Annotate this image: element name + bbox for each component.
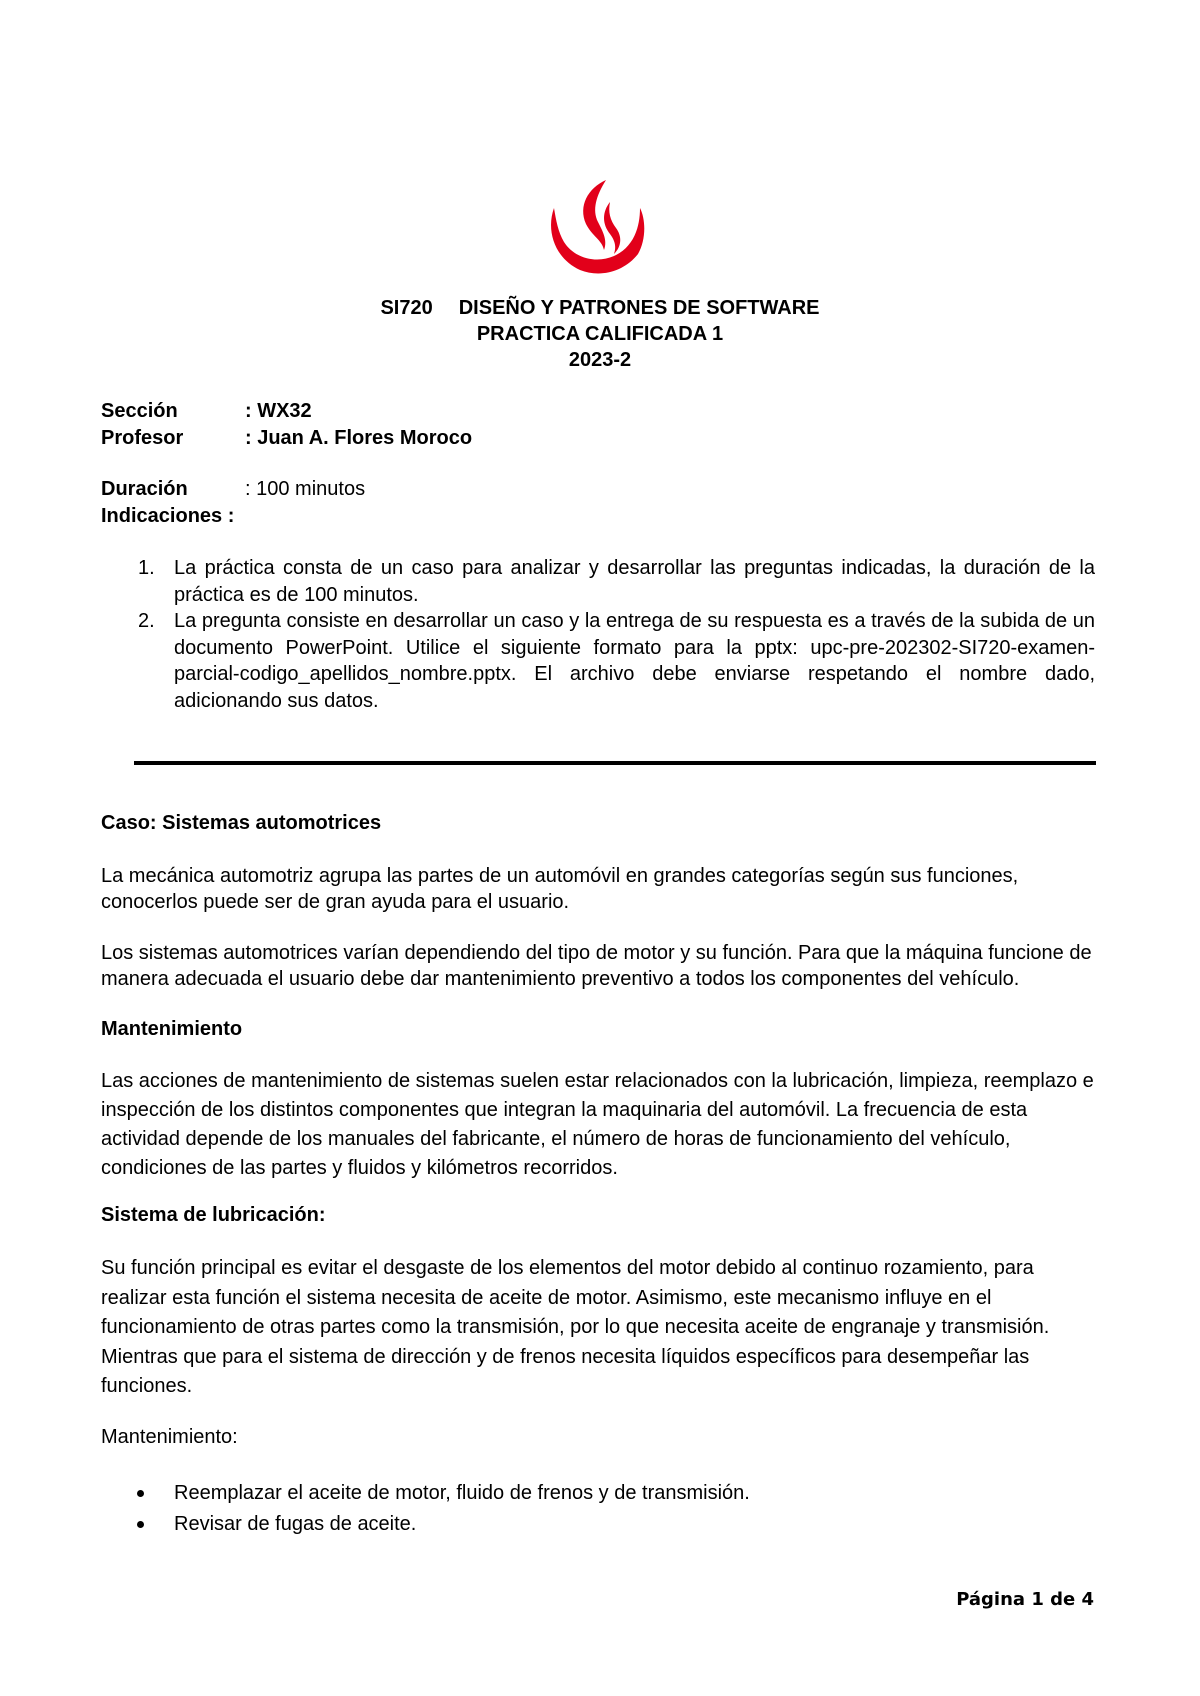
list-number: 1. [138,557,155,579]
professor-value: : Juan A. Flores Moroco [245,427,473,449]
professor-row [101,425,472,452]
page-number: Página 1 de 4 [956,1589,1094,1610]
list-item [138,555,1095,608]
maintenance-bullets [101,1478,1095,1540]
indications-list [101,555,1095,714]
exam-title: PRACTICA CALIFICADA 1 [476,323,724,345]
duration-label: Duración [101,478,188,500]
upc-flame-logo [544,178,648,276]
course-code: SI720 [380,297,433,319]
list-number: 2. [138,610,155,632]
list-text: La práctica consta de un caso para analizar y desarrollar las preguntas indicadas, la duración de la práctica es de 100 minutos. [174,557,1095,606]
indications-row [101,503,472,530]
bullet-text: Reemplazar el aceite de motor, fluido de frenos y de transmisión. [174,1481,750,1504]
case-body [101,810,1095,1540]
lubrication-heading: Sistema de lubricación: [101,1204,326,1226]
exam-metadata [101,398,472,530]
list-item [174,1509,1095,1540]
indications-label: Indicaciones : [101,505,235,527]
list-item [174,1478,1095,1509]
horizontal-divider [134,761,1096,765]
course-name: DISEÑO Y PATRONES DE SOFTWARE [458,297,820,319]
maintenance-paragraph: Las acciones de mantenimiento de sistemas suelen estar relacionados con la lubricación, limpieza, reemplazo e inspección de los distintos componentes que integran la maquinaria del automóvil. La frecuencia de esta actividad depende de los manuales del fabricante, el número de horas de funcionamiento del vehículo, condiciones de las partes y fluidos y kilómetros recorridos. [101,1070,1094,1179]
exam-period: 2023-2 [568,349,632,371]
bullet-icon [137,1490,144,1497]
section-value: : WX32 [245,400,312,422]
lubrication-paragraph: Su función principal es evitar el desgaste de los elementos del motor debido al continuo rozamiento, para realizar esta función el sistema necesita de aceite de motor. Asimismo, este mecanismo influye en el funcionamiento de otras partes como la transmisión, por lo que necesita aceite de engranaje y transmisión. Mientras que para el sistema de dirección y de frenos necesita líquidos específicos para desempeñar las funciones. [101,1257,1050,1397]
case-title: Caso: Sistemas automotrices [101,812,382,834]
bullet-icon [137,1521,144,1528]
course-line [0,295,1200,321]
case-paragraph: Los sistemas automotrices varían dependiendo del tipo de motor y su función. Para que la máquina funcione de manera adecuada el usuario debe dar mantenimiento preventivo a todos los componentes del vehículo. [101,942,1092,990]
maintenance-heading: Mantenimiento [101,1018,243,1040]
case-paragraph: La mecánica automotriz agrupa las partes de un automóvil en grandes categorías según sus funciones, conocerlos puede ser de gran ayuda para el usuario. [101,865,1019,913]
duration-value: : 100 minutos [245,478,366,500]
list-text: La pregunta consiste en desarrollar un caso y la entrega de su respuesta es a través de la subida de un documento PowerPoint. Utilice el siguiente formato para la pptx: upc-pre-202302-SI720-examen-parcial-codigo_apellidos_nombre.pptx. El archivo debe enviarse respetando el nombre dado, adicionando sus datos. [174,610,1095,712]
section-row [101,398,472,425]
bullet-text: Revisar de fugas de aceite. [174,1512,417,1535]
maintenance-label: Mantenimiento: [101,1425,238,1448]
section-label: Sección [101,400,178,422]
document-header [0,295,1200,373]
list-item [138,608,1095,714]
professor-label: Profesor [101,427,184,449]
duration-row [101,476,472,503]
